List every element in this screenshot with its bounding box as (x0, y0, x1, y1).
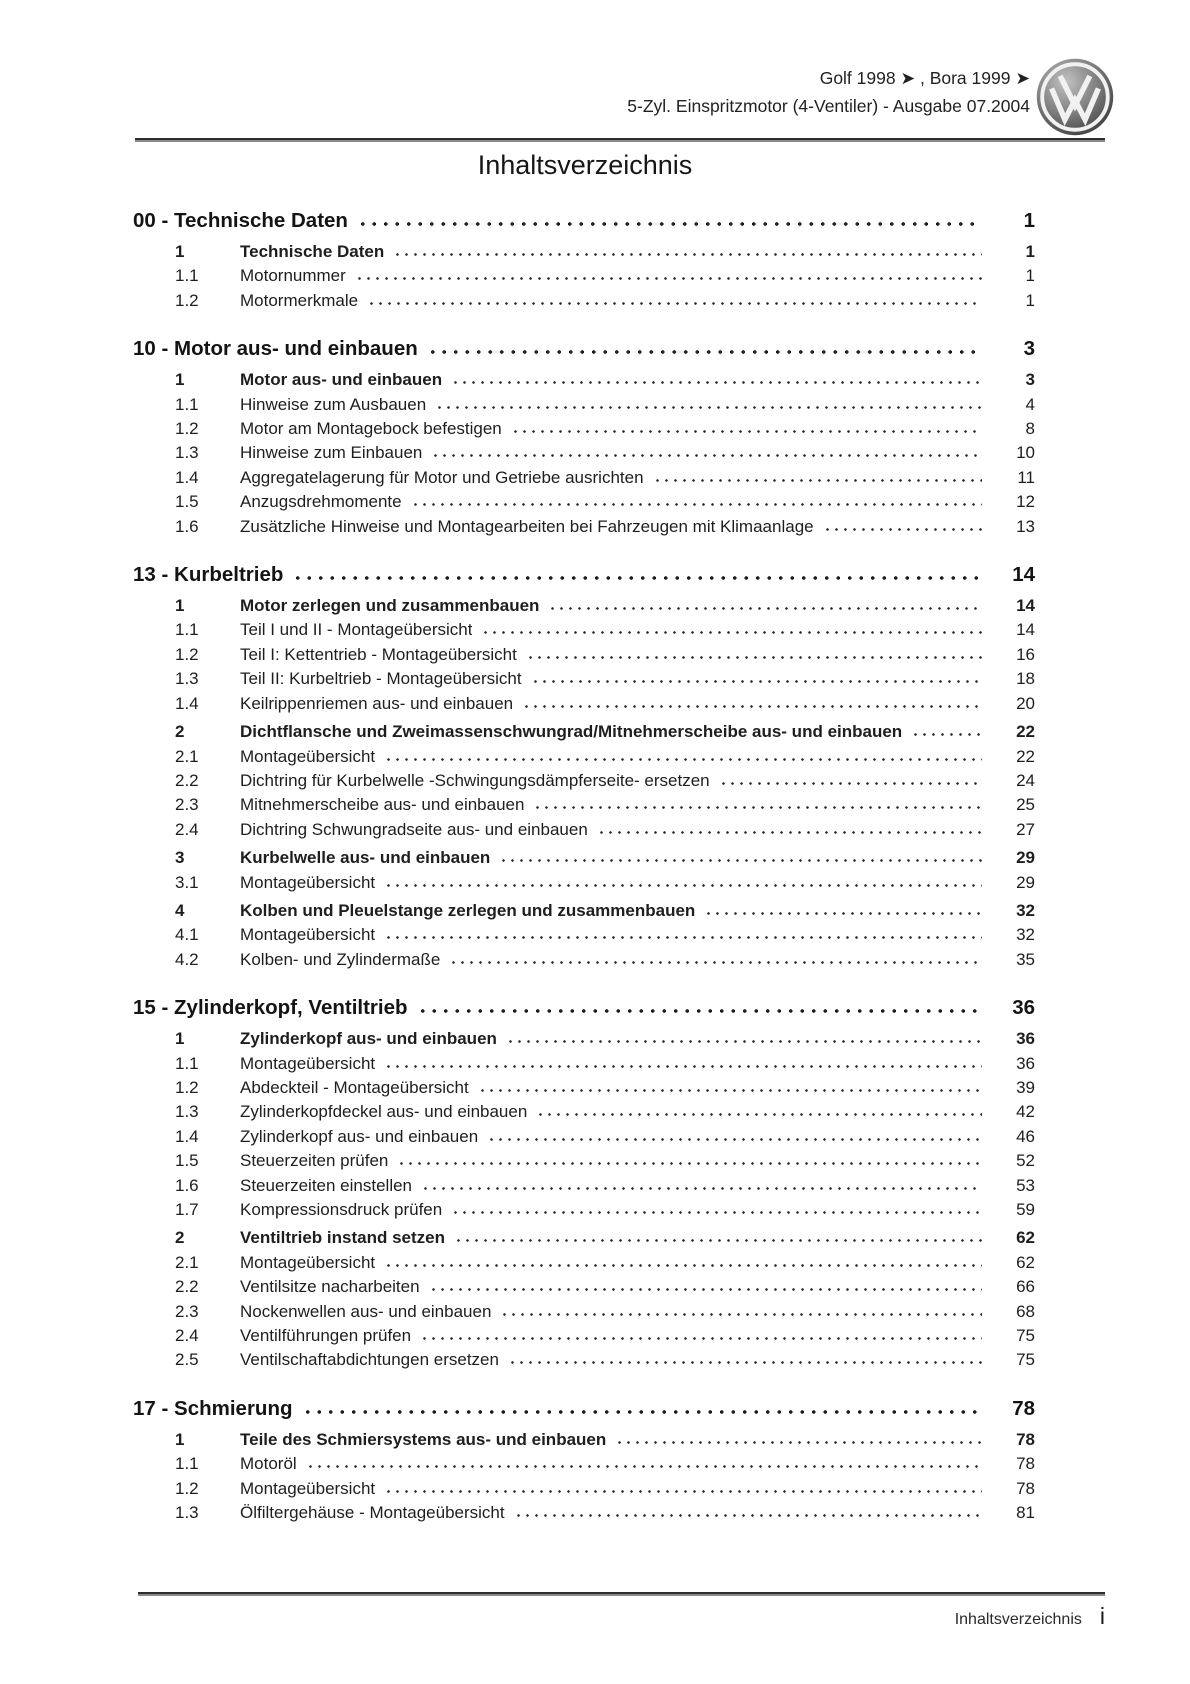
toc-item-title: Dichtring für Kurbelwelle -Schwingungsdämpferseite- ersetzen (240, 770, 710, 790)
toc-page-number: 62 (1016, 1228, 1035, 1248)
toc-item-number: 1.1 (175, 1454, 199, 1474)
toc-item-number: 2.4 (175, 819, 199, 839)
toc-item-number: 1 (175, 242, 185, 261)
dot-leader (302, 1409, 983, 1415)
dot-leader (449, 960, 982, 965)
toc-item-number: 1.6 (175, 516, 199, 536)
toc-page-number: 66 (1016, 1277, 1035, 1297)
toc-item-number: 1 (175, 370, 185, 390)
toc-item-title: Abdeckteil - Montageübersicht (240, 1077, 469, 1097)
toc-item-title: Montageübersicht (240, 872, 376, 892)
dot-leader (384, 1064, 982, 1069)
toc-item-title: Steuerzeiten prüfen (240, 1151, 389, 1171)
dot-leader (427, 349, 982, 355)
toc-item-title: Nockenwellen aus- und einbauen (240, 1301, 492, 1321)
toc-item-number: 3.1 (175, 872, 199, 892)
toc (133, 206, 1035, 1525)
dot-leader (397, 1161, 982, 1166)
toc-page-number: 36 (1016, 1053, 1035, 1073)
toc-item-title: Ventilschaftabdichtungen ersetzen (240, 1350, 499, 1370)
toc-page-number: 42 (1016, 1102, 1035, 1122)
dot-leader (431, 453, 982, 458)
toc-item-title: Dichtflansche und Zweimassenschwungrad/Mitnehmerscheibe aus- und einbauen (240, 722, 903, 742)
toc-item-title: Ventiltrieb instand setzen (240, 1228, 445, 1248)
toc-page-number: 35 (1016, 949, 1035, 969)
toc-page-number: 1 (1023, 209, 1035, 232)
toc-item-row (133, 769, 1035, 793)
toc-chapter-row (133, 334, 1035, 364)
toc-page-number: 14 (1016, 620, 1035, 640)
toc-chapter-row (133, 206, 1035, 236)
toc-page-number: 32 (1016, 925, 1035, 945)
toc-item-number: 2.3 (175, 1301, 199, 1321)
toc-page-number: 75 (1016, 1350, 1035, 1370)
toc-item-row (133, 393, 1035, 417)
toc-item-title: Kurbelwelle aus- und einbauen (240, 848, 491, 868)
toc-item-row (133, 441, 1035, 465)
toc-item-row (133, 948, 1035, 972)
dot-leader (533, 805, 982, 810)
toc-page-number: 53 (1016, 1175, 1035, 1195)
toc-item-row (133, 818, 1035, 842)
toc-chapter-row (133, 1394, 1035, 1424)
toc-item-number: 1.2 (175, 1478, 199, 1498)
toc-item-row (133, 793, 1035, 817)
toc-page-number: 10 (1016, 443, 1035, 463)
toc-item-title: Montageübersicht (240, 1053, 376, 1073)
toc-item-number: 2.1 (175, 746, 199, 766)
toc-item-title: Technische Daten (240, 242, 385, 261)
toc-item-number: 1.4 (175, 467, 199, 487)
toc-item-row (133, 643, 1035, 667)
toc-chapter-title: 15 - Zylinderkopf, Ventiltrieb (133, 996, 408, 1020)
vw-logo-icon (1036, 58, 1114, 136)
toc-item-title: Motoröl (240, 1454, 297, 1474)
toc-page-number: 29 (1016, 872, 1035, 892)
dot-leader (384, 883, 982, 888)
toc-item-title: Teil I und II - Montageübersicht (240, 620, 473, 640)
toc-item-title: Motornummer (240, 266, 346, 286)
toc-item-title: Montageübersicht (240, 1252, 376, 1272)
toc-item-number: 2 (175, 1228, 185, 1248)
toc-item-number: 1.4 (175, 693, 199, 713)
toc-item-title: Steuerzeiten einstellen (240, 1175, 413, 1195)
toc-item-title: Zusätzliche Hinweise und Montagearbeiten bei Fahrzeugen mit Klimaanlage (240, 516, 814, 536)
toc-item-number: 1.2 (175, 644, 199, 664)
dot-leader (526, 655, 982, 660)
toc-item-row (133, 1125, 1035, 1149)
toc-item-row (133, 289, 1035, 313)
dot-leader (384, 935, 982, 940)
toc-item-number: 1.2 (175, 1077, 199, 1097)
toc-page-number: 22 (1016, 746, 1035, 766)
toc-item-row (133, 1300, 1035, 1324)
toc-item-number: 2.1 (175, 1252, 199, 1272)
toc-page-number: 81 (1016, 1503, 1035, 1523)
toc-item-row (133, 1076, 1035, 1100)
dot-leader (823, 527, 982, 532)
toc-item-row (133, 1100, 1035, 1124)
dot-leader (355, 276, 982, 281)
dot-leader (506, 1039, 982, 1044)
dot-leader (522, 704, 982, 709)
toc-item-title: Mitnehmerscheibe aus- und einbauen (240, 795, 525, 815)
toc-item-row (133, 240, 1035, 264)
toc-item-title: Teil II: Kurbeltrieb - Montageübersicht (240, 669, 522, 689)
toc-chapter-title: 10 - Motor aus- und einbauen (133, 337, 418, 361)
toc-item-number: 1.4 (175, 1126, 199, 1146)
dot-leader (435, 405, 982, 410)
toc-page-number: 16 (1016, 644, 1035, 664)
toc-item-title: Teile des Schmiersystems aus- und einbauen (240, 1429, 607, 1449)
toc-item-row (133, 1324, 1035, 1348)
footer-page-number: i (1099, 1603, 1105, 1629)
toc-item-number: 1.1 (175, 266, 199, 286)
toc-page-number: 24 (1016, 770, 1035, 790)
toc-page-number: 3 (1025, 370, 1035, 390)
toc-item-row (133, 1348, 1035, 1372)
toc-page-number: 18 (1016, 669, 1035, 689)
header-engine-line: 5-Zyl. Einspritzmotor (4-Ventiler) - Ausgabe 07.2004 (627, 96, 1030, 116)
toc-page-number: 39 (1016, 1077, 1035, 1097)
toc-page-number: 32 (1016, 900, 1035, 920)
footer-divider (138, 1592, 1105, 1596)
toc-item-number: 4.2 (175, 949, 199, 969)
toc-item-number: 2.4 (175, 1326, 199, 1346)
toc-item-number: 3 (175, 848, 185, 868)
toc-page-number: 1 (1025, 266, 1035, 286)
toc-item-title: Motor aus- und einbauen (240, 370, 443, 390)
toc-item-row (133, 692, 1035, 716)
toc-page-number: 1 (1025, 290, 1035, 310)
toc-page-number: 78 (1016, 1478, 1035, 1498)
toc-page-number: 13 (1016, 516, 1035, 536)
toc-item-number: 1.3 (175, 669, 199, 689)
toc-page-number: 8 (1025, 419, 1035, 439)
toc-item-title: Zylinderkopfdeckel aus- und einbauen (240, 1102, 528, 1122)
toc-item-title: Ventilführungen prüfen (240, 1326, 412, 1346)
dot-leader (511, 429, 982, 434)
toc-item-row (133, 1477, 1035, 1501)
toc-item-row (133, 720, 1035, 744)
dot-leader (719, 781, 982, 786)
toc-item-title: Montageübersicht (240, 1478, 376, 1498)
dot-leader (451, 380, 982, 385)
toc-item-number: 1.3 (175, 443, 199, 463)
dot-leader (536, 1112, 982, 1117)
toc-item-row (133, 490, 1035, 514)
toc-item-row (133, 1174, 1035, 1198)
toc-chapter-title: 00 - Technische Daten (133, 209, 348, 232)
toc-item-number: 1.5 (175, 492, 199, 512)
toc-page-number: 27 (1016, 819, 1035, 839)
toc-item-title: Motor zerlegen und zusammenbauen (240, 596, 540, 616)
dot-leader (420, 1336, 982, 1341)
dot-leader (500, 1312, 982, 1317)
toc-item-number: 1 (175, 1029, 185, 1049)
toc-item-row (133, 1149, 1035, 1173)
toc-page-number: 78 (1016, 1429, 1035, 1449)
toc-item-row (133, 368, 1035, 392)
toc-page-number: 11 (1017, 467, 1035, 487)
toc-item-title: Keilrippenriemen aus- und einbauen (240, 693, 514, 713)
toc-page-number: 36 (1012, 996, 1035, 1020)
toc-item-row (133, 1428, 1035, 1452)
page-footer (138, 1603, 1105, 1630)
toc-item-title: Kolben und Pleuelstange zerlegen und zusammenbauen (240, 900, 696, 920)
toc-page-number: 3 (1023, 337, 1035, 361)
toc-item-number: 1.3 (175, 1503, 199, 1523)
toc-item-row (133, 618, 1035, 642)
toc-item-number: 4 (175, 900, 185, 920)
dot-leader (451, 1210, 982, 1215)
toc-page-number: 1 (1025, 242, 1035, 261)
toc-page-number: 46 (1016, 1126, 1035, 1146)
toc-item-title: Kolben- und Zylindermaße (240, 949, 441, 969)
toc-item-title: Dichtring Schwungradseite aus- und einbauen (240, 819, 588, 839)
dot-leader (306, 1464, 982, 1469)
toc-item-row (133, 1198, 1035, 1222)
dot-leader (384, 1263, 982, 1268)
toc-item-number: 4.1 (175, 925, 199, 945)
toc-page-number: 22 (1016, 722, 1035, 742)
toc-chapter-row (133, 993, 1035, 1023)
page-title: Inhaltsverzeichnis (477, 150, 693, 180)
dot-leader (384, 1489, 982, 1494)
toc-item-number: 1.2 (175, 290, 199, 310)
toc-item-row (133, 1226, 1035, 1250)
toc-item-number: 1 (175, 596, 185, 616)
toc-chapter-title: 13 - Kurbeltrieb (133, 563, 284, 587)
toc-item-title: Montageübersicht (240, 925, 376, 945)
toc-page-number: 62 (1016, 1252, 1035, 1272)
toc-page-number: 12 (1016, 492, 1035, 512)
toc-item-number: 1.7 (175, 1200, 199, 1219)
toc-page-number: 78 (1016, 1454, 1035, 1474)
dot-leader (499, 858, 982, 863)
toc-item-row (133, 417, 1035, 441)
header-model-line: Golf 1998 ➤ , Bora 1999 ➤ (819, 68, 1030, 88)
toc-item-row (133, 846, 1035, 870)
toc-item-title: Aggregatelagerung für Motor und Getriebe ausrichten (240, 467, 644, 487)
toc-chapter-row (133, 560, 1035, 590)
toc-page-number: 20 (1016, 693, 1035, 713)
toc-item-number: 1.5 (175, 1151, 199, 1171)
toc-item-row (133, 466, 1035, 490)
footer-label: Inhaltsverzeichnis (954, 1611, 1082, 1628)
toc-page-number: 14 (1016, 596, 1035, 616)
toc-item-number: 1.1 (175, 620, 199, 640)
dot-leader (411, 502, 982, 507)
dot-leader (417, 1008, 982, 1014)
toc-page-number: 25 (1016, 795, 1035, 815)
dot-leader (367, 301, 982, 306)
dot-leader (597, 830, 982, 835)
dot-leader (421, 1186, 982, 1191)
toc-item-row (133, 264, 1035, 288)
toc-item-number: 1.1 (175, 394, 199, 414)
dot-leader (911, 732, 982, 737)
dot-leader (653, 478, 982, 483)
toc-item-number: 1.2 (175, 419, 199, 439)
toc-item-row (133, 1251, 1035, 1275)
dot-leader (615, 1440, 982, 1445)
toc-item-title: Hinweise zum Ausbauen (240, 394, 427, 414)
toc-item-number: 1.6 (175, 1175, 199, 1195)
toc-item-row (133, 667, 1035, 691)
dot-leader (514, 1513, 982, 1518)
toc-item-row (133, 1052, 1035, 1076)
toc-item-title: Motormerkmale (240, 290, 359, 310)
dot-leader (393, 252, 982, 257)
dot-leader (429, 1287, 982, 1292)
toc-page-number: 4 (1025, 394, 1035, 414)
toc-page-number: 68 (1016, 1301, 1035, 1321)
toc-item-number: 2.3 (175, 795, 199, 815)
dot-leader (357, 221, 982, 227)
toc-page-number: 78 (1012, 1396, 1035, 1420)
dot-leader (454, 1238, 982, 1243)
toc-item-row (133, 515, 1035, 539)
toc-item-number: 1.1 (175, 1053, 199, 1073)
dot-leader (548, 606, 982, 611)
toc-item-row (133, 899, 1035, 923)
toc-page-number: 59 (1016, 1200, 1035, 1219)
dot-leader (487, 1137, 982, 1142)
toc-item-number: 1.3 (175, 1102, 199, 1122)
toc-item-row (133, 1027, 1035, 1051)
dot-leader (384, 757, 982, 762)
toc-item-title: Zylinderkopf aus- und einbauen (240, 1029, 497, 1049)
dot-leader (531, 679, 982, 684)
dot-leader (508, 1360, 982, 1365)
toc-page-number: 14 (1012, 563, 1035, 587)
toc-item-title: Ventilsitze nacharbeiten (240, 1277, 420, 1297)
toc-item-title: Kompressionsdruck prüfen (240, 1200, 443, 1219)
toc-item-row (133, 871, 1035, 895)
header-divider (135, 138, 1105, 142)
toc-item-row (133, 745, 1035, 769)
toc-item-title: Zylinderkopf aus- und einbauen (240, 1126, 479, 1146)
toc-chapter-title: 17 - Schmierung (133, 1396, 293, 1420)
toc-item-row (133, 923, 1035, 947)
toc-item-number: 1 (175, 1429, 185, 1449)
toc-item-title: Teil I: Kettentrieb - Montageübersicht (240, 644, 517, 664)
toc-page-number: 75 (1016, 1326, 1035, 1346)
toc-item-title: Montageübersicht (240, 746, 376, 766)
dot-leader (478, 1088, 982, 1093)
dot-leader (481, 630, 982, 635)
toc-item-title: Hinweise zum Einbauen (240, 443, 423, 463)
toc-item-number: 2 (175, 722, 185, 742)
dot-leader (292, 575, 982, 581)
document-header (627, 64, 1030, 120)
toc-item-number: 2.2 (175, 770, 199, 790)
toc-item-row (133, 1452, 1035, 1476)
dot-leader (704, 911, 982, 916)
toc-item-title: Anzugsdrehmomente (240, 492, 402, 512)
toc-item-number: 2.5 (175, 1350, 199, 1370)
toc-item-number: 2.2 (175, 1277, 199, 1297)
toc-item-row (133, 594, 1035, 618)
toc-page-number: 36 (1016, 1029, 1035, 1049)
toc-item-row (133, 1275, 1035, 1299)
toc-item-title: Ölfiltergehäuse - Montageübersicht (240, 1503, 505, 1523)
toc-item-row (133, 1501, 1035, 1525)
toc-page-number: 29 (1016, 848, 1035, 868)
toc-page-number: 52 (1016, 1151, 1035, 1171)
toc-item-title: Motor am Montagebock befestigen (240, 419, 502, 439)
